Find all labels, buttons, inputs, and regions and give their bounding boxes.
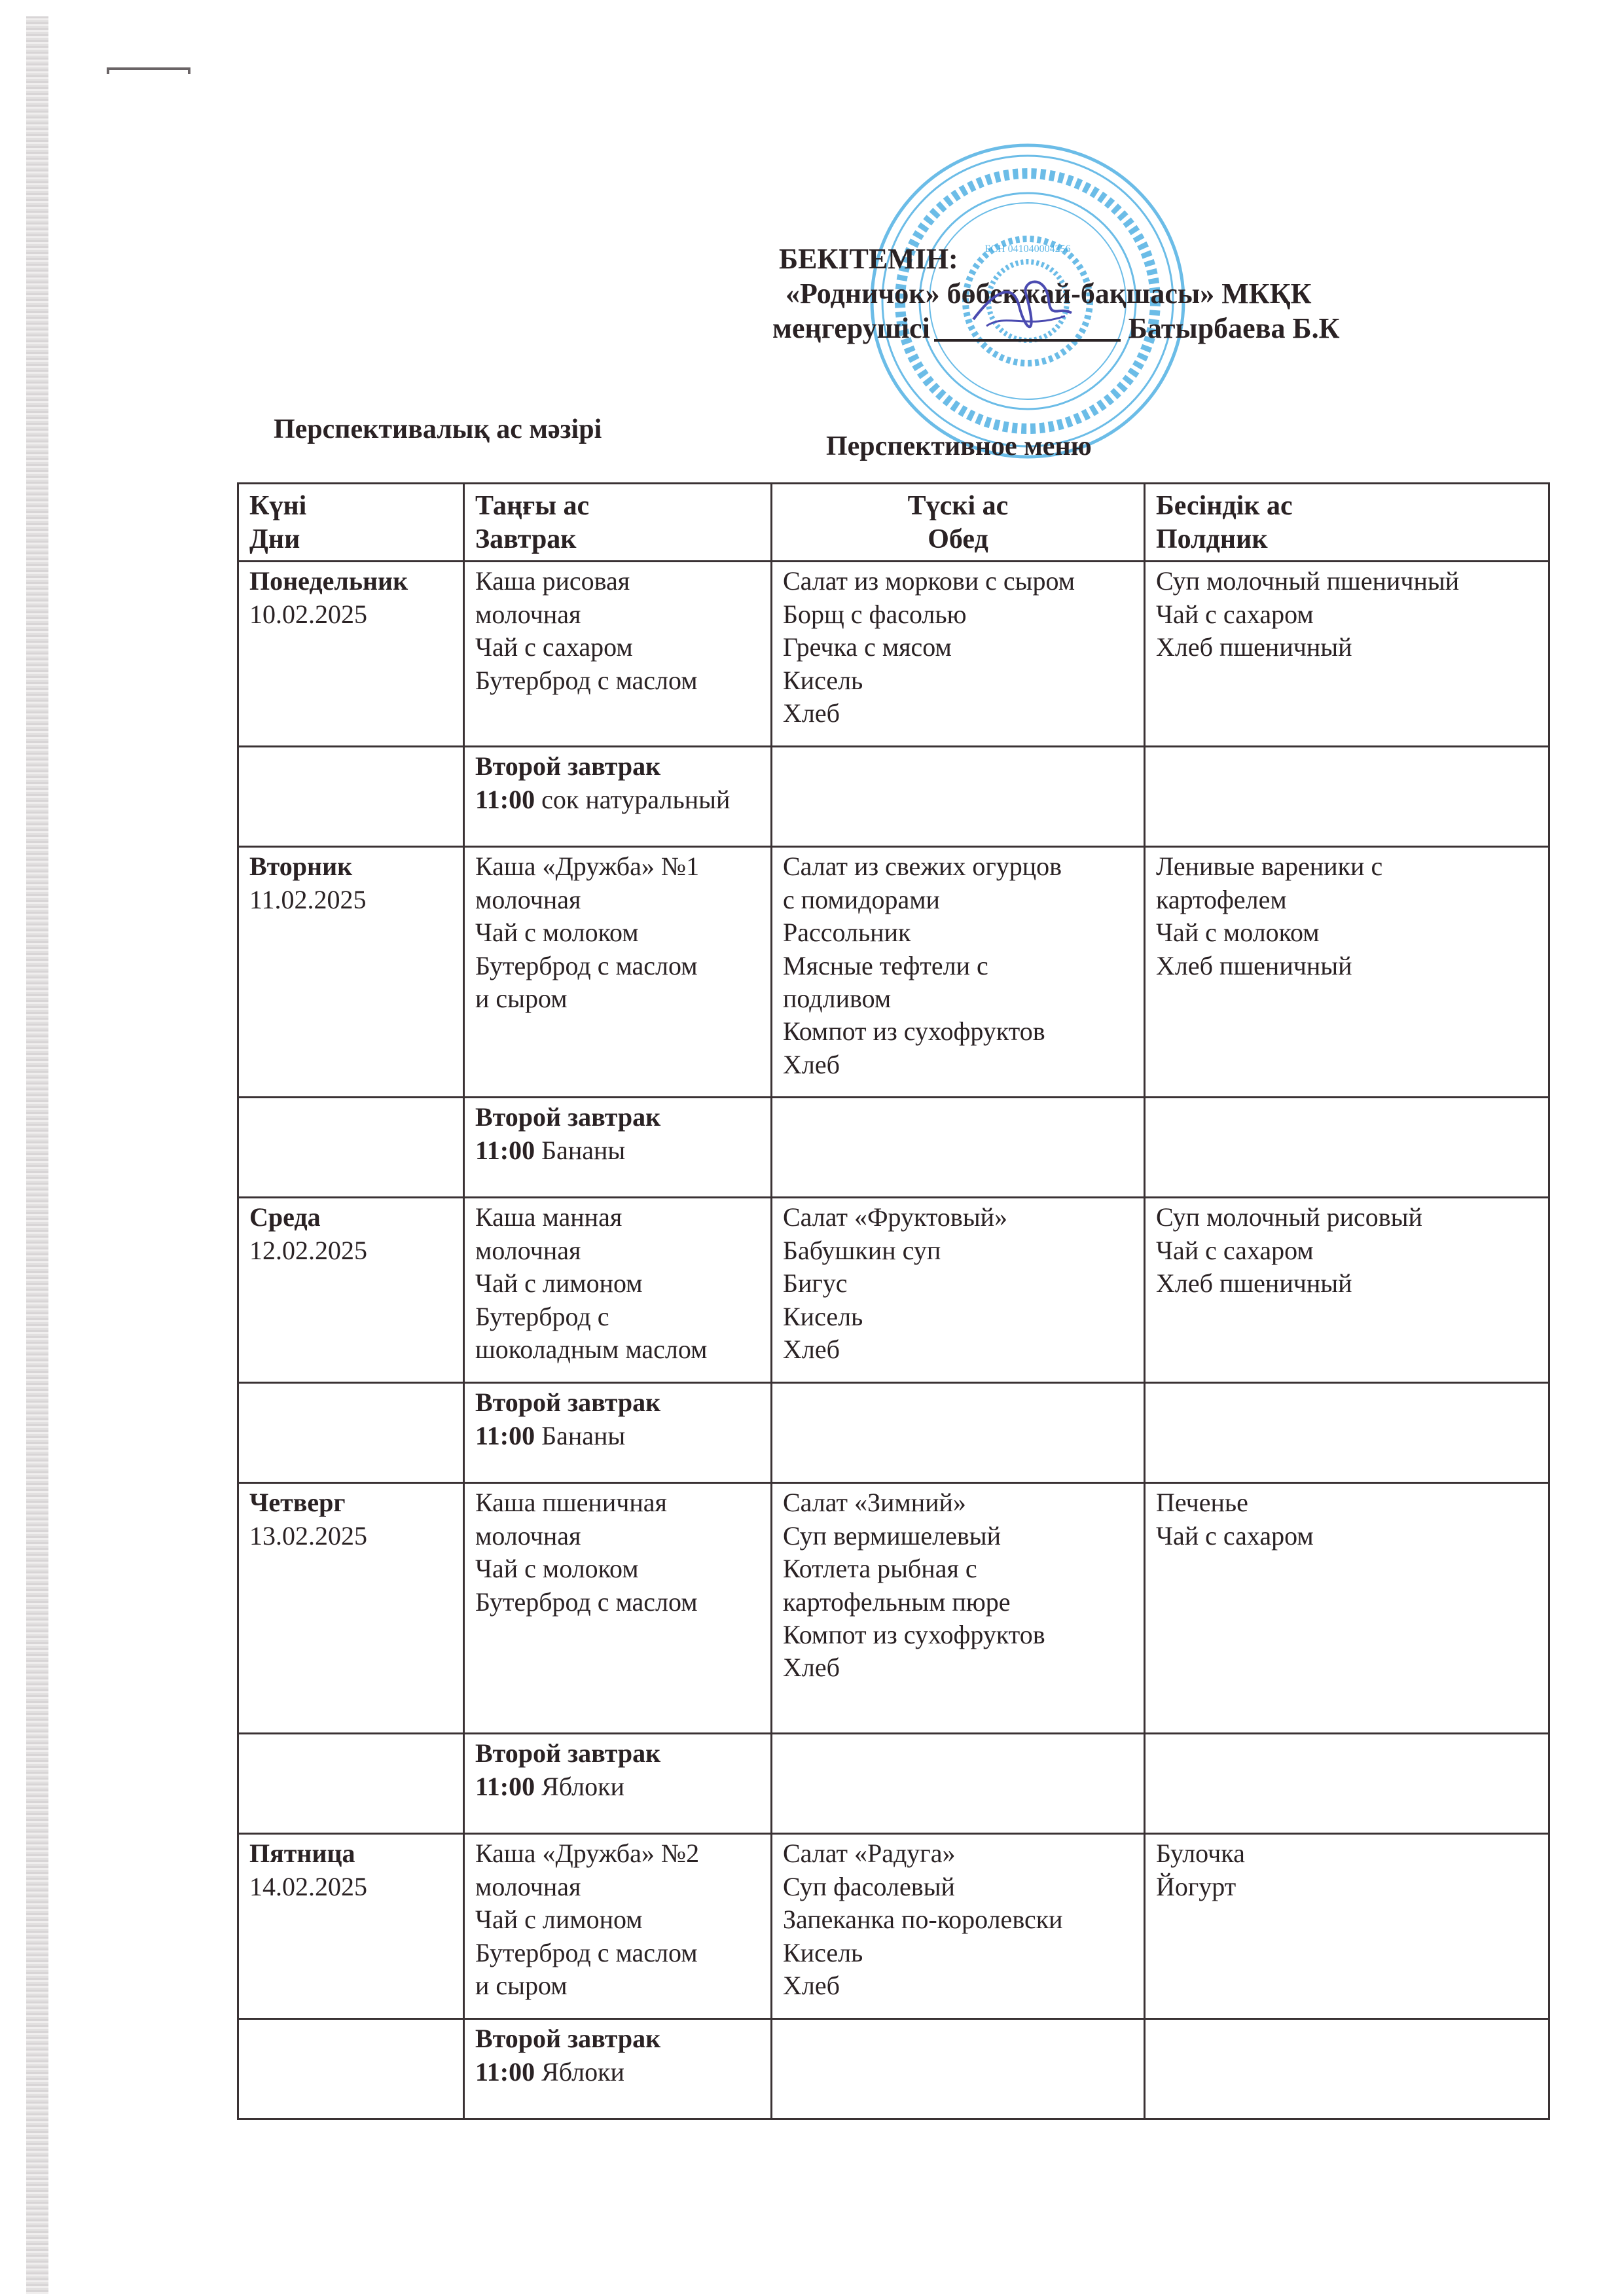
empty-cell	[772, 1734, 1145, 1834]
lunch-item: Хлеб	[783, 1653, 840, 1683]
lunch-item: Компот из сухофруктов	[783, 1016, 1045, 1047]
table-row-second-breakfast	[238, 1734, 1549, 1834]
day-cell	[238, 847, 464, 1098]
breakfast-item: молочная	[475, 884, 581, 914]
scan-edge-artifact	[26, 16, 48, 2294]
header-snack-ru: Полдник	[1156, 524, 1268, 555]
breakfast-item: молочная	[475, 1235, 581, 1265]
lunch-item: Кисель	[783, 1301, 863, 1331]
stamp-id-text: БСН 041040004256	[984, 243, 1071, 255]
second-breakfast-cell	[464, 2019, 772, 2119]
empty-cell	[238, 1734, 464, 1834]
lunch-cell	[772, 1483, 1145, 1734]
approval-position: меңгерушісі	[772, 312, 930, 344]
snack-item: Чай с сахаром	[1156, 1520, 1314, 1551]
table-row-second-breakfast	[238, 747, 1549, 847]
snack-cell	[1145, 1198, 1549, 1383]
day-name: Понедельник	[249, 566, 408, 596]
snack-item: картофелем	[1156, 884, 1287, 914]
header-lunch	[772, 484, 1145, 562]
header-breakfast	[464, 484, 772, 562]
breakfast-item: Каша манная	[475, 1202, 623, 1232]
breakfast-item: Бутерброд с маслом	[475, 1587, 698, 1617]
empty-cell	[238, 1098, 464, 1198]
second-breakfast-item: Бананы	[541, 1135, 626, 1165]
breakfast-item: Каша пшеничная	[475, 1488, 667, 1518]
header-days-ru: Дни	[249, 524, 300, 555]
breakfast-cell	[464, 1483, 772, 1734]
signature-line	[934, 313, 1121, 342]
lunch-item: Салат из моркови с сыром	[783, 566, 1075, 596]
header-breakfast-ru: Завтрак	[475, 524, 577, 555]
breakfast-cell	[464, 562, 772, 747]
lunch-cell	[772, 847, 1145, 1098]
day-cell	[238, 1198, 464, 1383]
snack-item: Чай с сахаром	[1156, 599, 1314, 629]
snack-item: Суп молочный рисовый	[1156, 1202, 1422, 1232]
empty-cell	[1145, 1098, 1549, 1198]
day-name: Среда	[249, 1202, 321, 1232]
empty-cell	[772, 747, 1145, 847]
lunch-item: Кисель	[783, 665, 863, 695]
day-date: 14.02.2025	[249, 1871, 367, 1901]
empty-cell	[1145, 747, 1549, 847]
breakfast-item: Каша «Дружба» №1	[475, 852, 700, 882]
lunch-item: Хлеб	[783, 698, 840, 728]
snack-item: Чай с сахаром	[1156, 1235, 1314, 1265]
day-date: 11.02.2025	[249, 884, 367, 914]
lunch-item: Бабушкин суп	[783, 1235, 941, 1265]
header-breakfast-kz: Таңғы ас	[475, 491, 590, 521]
second-breakfast-item: Яблоки	[541, 1771, 624, 1801]
snack-item: Чай с молоком	[1156, 918, 1320, 948]
breakfast-item: шоколадным маслом	[475, 1335, 708, 1365]
day-date: 10.02.2025	[249, 599, 367, 629]
breakfast-item: Чай с молоком	[475, 1554, 639, 1584]
snack-cell	[1145, 1834, 1549, 2019]
lunch-item: Мясные тефтели с	[783, 950, 988, 980]
second-breakfast-item: Яблоки	[541, 2056, 624, 2087]
lunch-item: Бигус	[783, 1268, 848, 1299]
day-cell	[238, 1483, 464, 1734]
second-breakfast-label: Второй завтрак	[475, 1738, 661, 1768]
snack-item: Хлеб пшеничный	[1156, 1268, 1352, 1299]
lunch-item: Гречка с мясом	[783, 632, 952, 662]
header-snack	[1145, 484, 1549, 562]
breakfast-item: Каша рисовая	[475, 566, 630, 596]
lunch-item: Кисель	[783, 1937, 863, 1967]
table-row-day	[238, 1483, 1549, 1734]
snack-cell	[1145, 562, 1549, 747]
empty-cell	[772, 1098, 1145, 1198]
snack-item: Печенье	[1156, 1488, 1248, 1518]
lunch-item: Суп вермишелевый	[783, 1520, 1001, 1551]
snack-item: Булочка	[1156, 1839, 1245, 1869]
lunch-item: Хлеб	[783, 1049, 840, 1079]
table-row-day	[238, 847, 1549, 1098]
empty-cell	[238, 747, 464, 847]
staple-mark	[107, 67, 190, 74]
day-name: Пятница	[249, 1839, 355, 1869]
second-breakfast-label: Второй завтрак	[475, 1102, 661, 1132]
snack-item: Ленивые вареники с	[1156, 852, 1383, 882]
lunch-item: Компот из сухофруктов	[783, 1620, 1045, 1650]
second-breakfast-item: сок натуральный	[541, 784, 731, 814]
lunch-cell	[772, 562, 1145, 747]
second-breakfast-time: 11:00	[475, 1135, 535, 1165]
second-breakfast-label: Второй завтрак	[475, 2024, 661, 2054]
menu-table	[237, 482, 1550, 2120]
second-breakfast-cell	[464, 1383, 772, 1483]
breakfast-item: Бутерброд с маслом	[475, 1937, 698, 1967]
second-breakfast-time: 11:00	[475, 2056, 535, 2087]
breakfast-item: молочная	[475, 1520, 581, 1551]
second-breakfast-label: Второй завтрак	[475, 751, 661, 781]
snack-item: Хлеб пшеничный	[1156, 632, 1352, 662]
day-name: Четверг	[249, 1488, 346, 1518]
second-breakfast-time: 11:00	[475, 784, 535, 814]
snack-item: Йогурт	[1156, 1871, 1236, 1901]
day-cell	[238, 562, 464, 747]
table-row-second-breakfast	[238, 1098, 1549, 1198]
breakfast-item: Чай с лимоном	[475, 1905, 643, 1935]
breakfast-item: Чай с сахаром	[475, 632, 633, 662]
breakfast-item: Чай с лимоном	[475, 1268, 643, 1299]
table-row-day	[238, 1834, 1549, 2019]
approval-heading: БЕКІТЕМІН:	[779, 243, 958, 275]
breakfast-item: молочная	[475, 1871, 581, 1901]
approval-organization: «Родничок» бөбекжай-бақшасы» МКҚК	[785, 277, 1312, 310]
breakfast-cell	[464, 1834, 772, 2019]
day-cell	[238, 1834, 464, 2019]
second-breakfast-time: 11:00	[475, 1771, 535, 1801]
breakfast-item: и сыром	[475, 984, 568, 1014]
empty-cell	[1145, 1383, 1549, 1483]
lunch-item: с помидорами	[783, 884, 940, 914]
lunch-cell	[772, 1834, 1145, 2019]
snack-item: Суп молочный пшеничный	[1156, 566, 1460, 596]
header-days-kz: Күні	[249, 491, 307, 521]
header-lunch-ru: Обед	[928, 524, 988, 555]
breakfast-item: Бутерброд с	[475, 1301, 609, 1331]
table-row-day	[238, 1198, 1549, 1383]
breakfast-item: молочная	[475, 599, 581, 629]
table-row-day	[238, 562, 1549, 747]
second-breakfast-time: 11:00	[475, 1420, 535, 1450]
table-row-second-breakfast	[238, 1383, 1549, 1483]
empty-cell	[238, 1383, 464, 1483]
breakfast-item: Бутерброд с маслом	[475, 950, 698, 980]
lunch-item: Суп фасолевый	[783, 1871, 955, 1901]
lunch-item: Салат «Фруктовый»	[783, 1202, 1008, 1232]
table-row-second-breakfast	[238, 2019, 1549, 2119]
lunch-item: Хлеб	[783, 1971, 840, 2001]
lunch-item: Салат из свежих огурцов	[783, 852, 1062, 882]
breakfast-item: Чай с молоком	[475, 918, 639, 948]
lunch-item: Борщ с фасолью	[783, 599, 967, 629]
lunch-item: Котлета рыбная с	[783, 1554, 977, 1584]
menu-body	[238, 562, 1549, 2119]
breakfast-cell	[464, 847, 772, 1098]
day-name: Вторник	[249, 852, 353, 882]
header-snack-kz: Бесіндік ас	[1156, 491, 1293, 521]
second-breakfast-item: Бананы	[541, 1420, 626, 1450]
approval-name: Батырбаева Б.К	[1128, 312, 1340, 344]
second-breakfast-cell	[464, 747, 772, 847]
lunch-item: Хлеб	[783, 1335, 840, 1365]
lunch-item: Рассольник	[783, 918, 911, 948]
day-date: 13.02.2025	[249, 1520, 367, 1551]
lunch-item: картофельным пюре	[783, 1587, 1011, 1617]
header-days	[238, 484, 464, 562]
lunch-item: Запеканка по-королевски	[783, 1905, 1063, 1935]
second-breakfast-label: Второй завтрак	[475, 1388, 661, 1418]
signature-icon	[967, 267, 1085, 346]
breakfast-item: и сыром	[475, 1971, 568, 2001]
snack-cell	[1145, 1483, 1549, 1734]
table-header-row	[238, 484, 1549, 562]
snack-item: Хлеб пшеничный	[1156, 950, 1352, 980]
lunch-cell	[772, 1198, 1145, 1383]
lunch-item: Салат «Зимний»	[783, 1488, 966, 1518]
empty-cell	[1145, 2019, 1549, 2119]
empty-cell	[238, 2019, 464, 2119]
second-breakfast-cell	[464, 1098, 772, 1198]
empty-cell	[1145, 1734, 1549, 1834]
snack-cell	[1145, 847, 1549, 1098]
lunch-item: подливом	[783, 984, 892, 1014]
empty-cell	[772, 1383, 1145, 1483]
breakfast-cell	[464, 1198, 772, 1383]
title-russian: Перспективное меню	[826, 431, 1092, 461]
header-lunch-kz: Түскі ас	[907, 491, 1009, 521]
breakfast-item: Каша «Дружба» №2	[475, 1839, 700, 1869]
approval-block	[772, 242, 1427, 346]
breakfast-item: Бутерброд с маслом	[475, 665, 698, 695]
lunch-item: Салат «Радуга»	[783, 1839, 956, 1869]
day-date: 12.02.2025	[249, 1235, 367, 1265]
title-kazakh: Перспективалық ас мәзірі	[274, 414, 602, 444]
second-breakfast-cell	[464, 1734, 772, 1834]
empty-cell	[772, 2019, 1145, 2119]
